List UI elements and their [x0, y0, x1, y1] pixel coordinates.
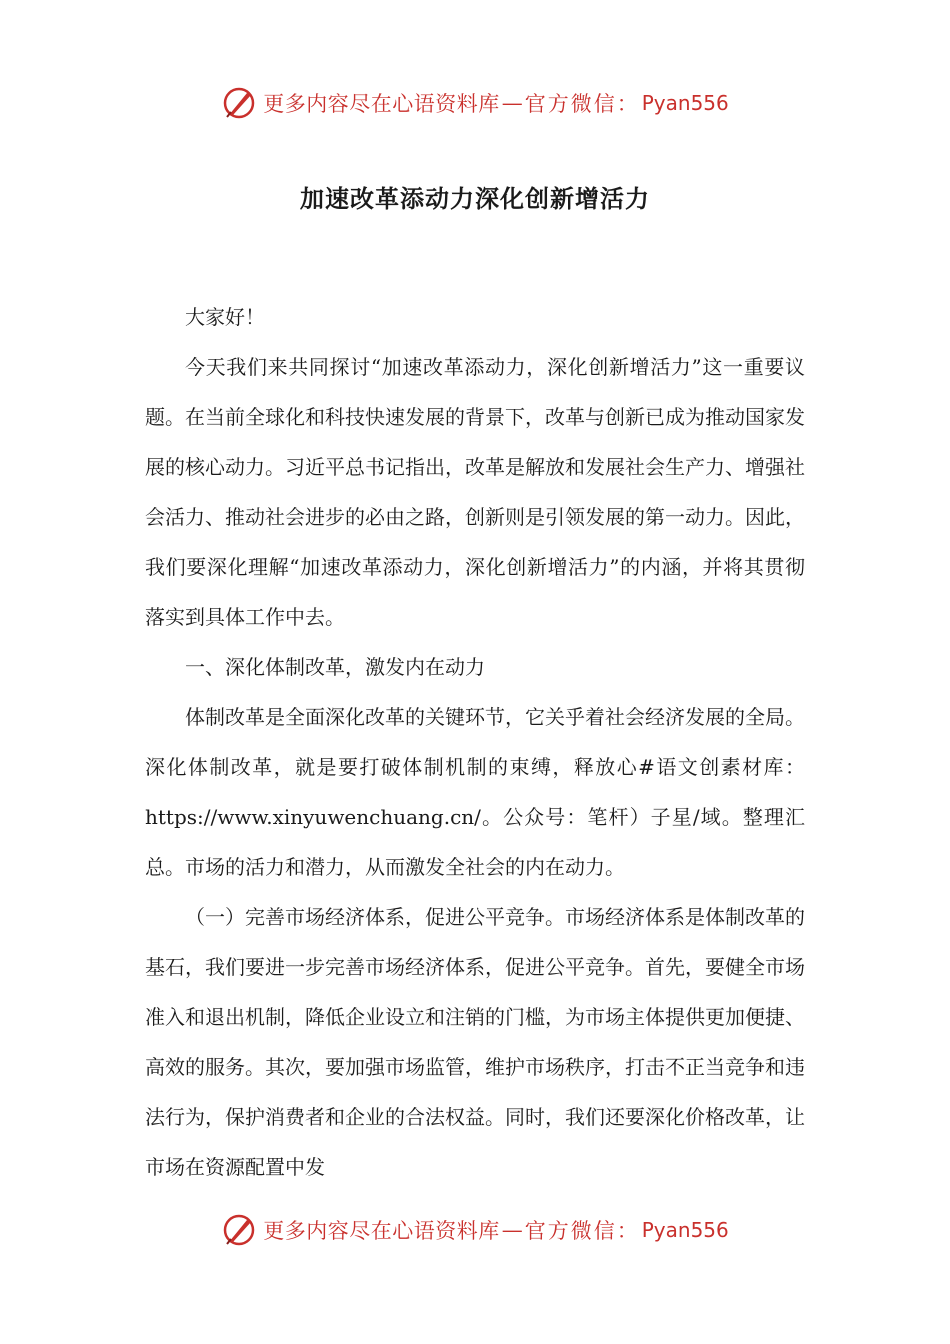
greeting-paragraph: 大家好！ — [185, 305, 265, 329]
body-paragraph: （一）完善市场经济体系，促进公平竞争。市场经济体系是体制改革的基石，我们要进一步完善市场经济体系，促进公平竞争。首先，要健全市场准入和退出机制，降低企业设立和注销的门槛，为市场主体提供更加便捷、高效的服务。其次，要加强市场监管，维护市场秩序，打击不正当竞争和违法行为，保护消费者和企业的合法权益。同时，我们还要深化价格改革，让市场在资源配置中发 — [145, 905, 805, 1179]
watermark-wechat-label: 官方微信： — [524, 1219, 640, 1243]
watermark-wechat-label: 官方微信： — [524, 92, 640, 116]
document-body — [145, 292, 805, 1192]
watermark-text: 更多内容尽在心语资料库 — [263, 1219, 500, 1243]
watermark-wechat-id: Pyan556 — [641, 1218, 729, 1242]
quill-logo-icon — [221, 1212, 257, 1248]
body-paragraph: 体制改革是全面深化改革的关键环节，它关乎着社会经济发展的全局。深化体制改革，就是要打破体制机制的束缚，释放心#语文创素材库：https://www.xinyuwenchuang.cn/。公众号：笔杆）子星/域。整理汇总。市场的活力和潜力，从而激发全社会的内在动力。 — [145, 705, 805, 879]
watermark-separator: — — [501, 91, 523, 115]
document-title: 加速改革添动力深化创新增活力 — [300, 185, 650, 213]
section-heading: 一、深化体制改革，激发内在动力 — [185, 655, 485, 679]
body-paragraph: 今天我们来共同探讨“加速改革添动力，深化创新增活力”这一重要议题。在当前全球化和科技快速发展的背景下，改革与创新已成为推动国家发展的核心动力。习近平总书记指出，改革是解放和发展社会生产力、增强社会活力、推动社会进步的必由之路，创新则是引领发展的第一动力。因此，我们要深化理解“加速改革添动力，深化创新增活力”的内涵，并将其贯彻落实到具体工作中去。 — [145, 355, 805, 629]
watermark-separator: — — [501, 1218, 523, 1242]
quill-logo-icon — [221, 85, 257, 121]
footer-watermark — [0, 1208, 950, 1252]
watermark-text: 更多内容尽在心语资料库 — [263, 92, 500, 116]
header-watermark — [0, 81, 950, 125]
watermark-wechat-id: Pyan556 — [641, 91, 729, 115]
